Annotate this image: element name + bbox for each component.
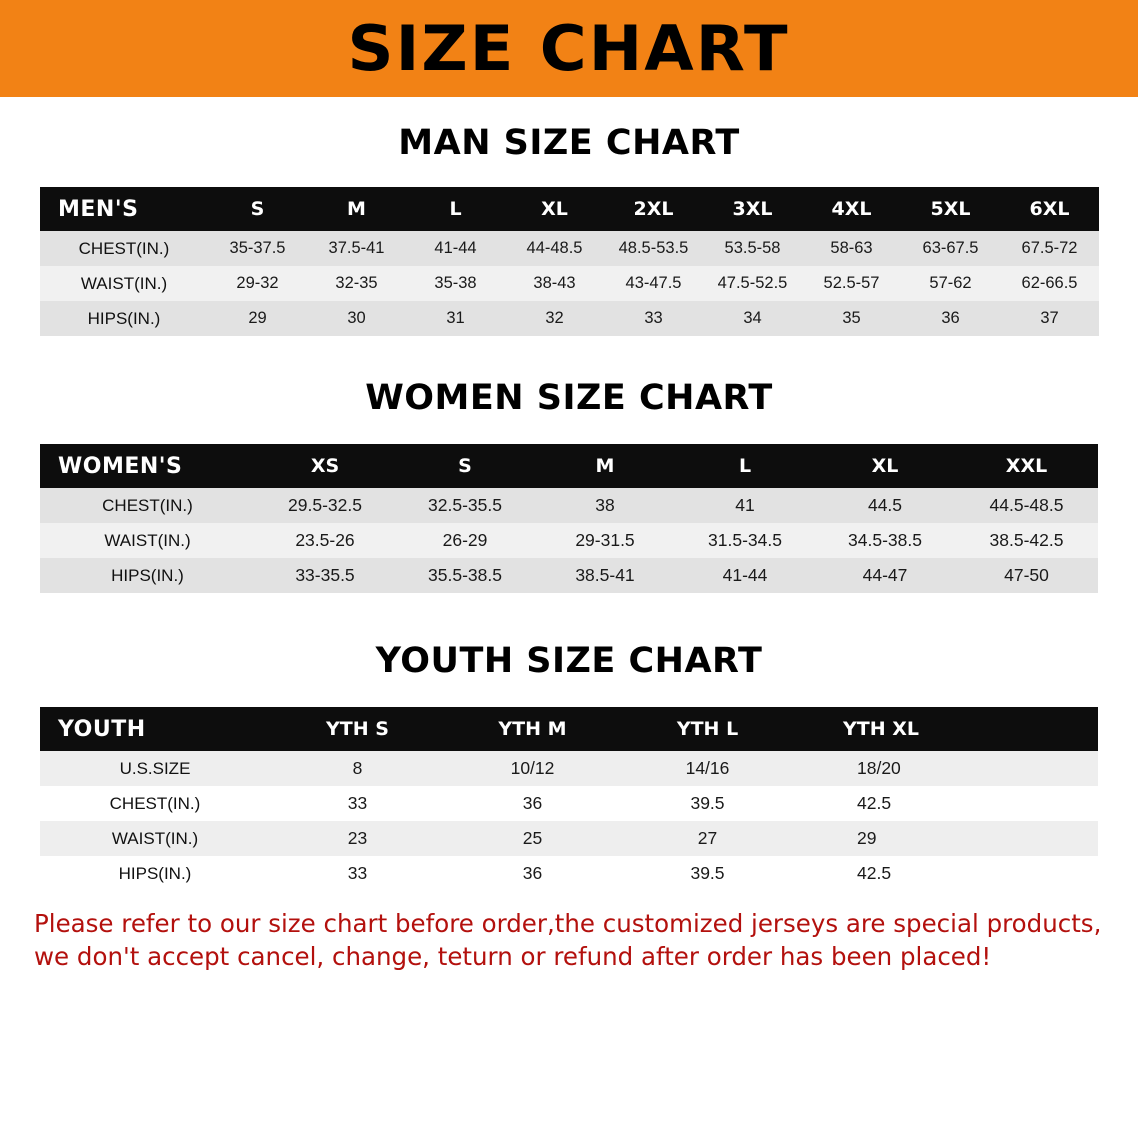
women-header-cell: L	[738, 455, 752, 477]
table-cell: 32.5-35.5	[395, 488, 535, 523]
table-cell: 38	[535, 488, 675, 523]
table-cell: 37.5-41	[307, 231, 406, 266]
table-cell: 29-31.5	[535, 523, 675, 558]
disclaimer-note	[34, 907, 1104, 973]
table-cell: 35-38	[406, 266, 505, 301]
women-header-cell: WOMEN'S	[58, 453, 183, 479]
man-header-cell: 3XL	[732, 198, 773, 220]
row-label: CHEST(IN.)	[40, 786, 270, 821]
table-cell: 14/16	[620, 751, 795, 786]
man-section-title: MAN SIZE CHART	[398, 123, 740, 163]
table-cell: 34	[703, 301, 802, 336]
women-section-title: WOMEN SIZE CHART	[365, 378, 773, 418]
man-size-table	[40, 187, 1099, 336]
man-table-wrap	[40, 187, 1098, 336]
youth-header-cell: YTH S	[326, 718, 389, 740]
table-cell: 35	[802, 301, 901, 336]
man-header-cell: S	[250, 198, 265, 220]
table-cell: 27	[620, 821, 795, 856]
row-label: HIPS(IN.)	[40, 856, 270, 891]
youth-header-row	[40, 707, 1098, 751]
women-header-cell: XS	[310, 455, 340, 477]
women-header-cell: S	[458, 455, 472, 477]
table-row	[40, 301, 1099, 336]
table-cell: 18/20	[795, 751, 1098, 786]
disclaimer-line-1: Please refer to our size chart before order,the customized jerseys are special products,	[34, 909, 1102, 938]
table-cell: 31	[406, 301, 505, 336]
table-cell: 62-66.5	[1000, 266, 1099, 301]
row-label: WAIST(IN.)	[40, 821, 270, 856]
table-cell: 38.5-41	[535, 558, 675, 593]
table-cell: 29	[208, 301, 307, 336]
man-header-cell: MEN'S	[58, 196, 139, 222]
table-cell: 52.5-57	[802, 266, 901, 301]
table-row	[40, 751, 1098, 786]
table-cell: 63-67.5	[901, 231, 1000, 266]
table-row	[40, 523, 1098, 558]
table-row	[40, 488, 1098, 523]
table-cell: 25	[445, 821, 620, 856]
women-header-cell: XXL	[1005, 455, 1048, 477]
header-banner	[0, 0, 1138, 97]
table-cell: 33	[270, 856, 445, 891]
table-cell: 32-35	[307, 266, 406, 301]
table-cell: 41	[675, 488, 815, 523]
women-size-table	[40, 444, 1098, 593]
table-cell: 29	[795, 821, 1098, 856]
women-table-wrap	[40, 444, 1098, 593]
youth-header-cell: YOUTH	[58, 716, 146, 742]
row-label: U.S.SIZE	[40, 751, 270, 786]
man-header-cell: 4XL	[831, 198, 872, 220]
row-label: HIPS(IN.)	[40, 301, 208, 336]
youth-header-cell: YTH XL	[843, 718, 919, 740]
table-cell: 44-48.5	[505, 231, 604, 266]
table-cell: 47.5-52.5	[703, 266, 802, 301]
table-cell: 41-44	[406, 231, 505, 266]
table-cell: 42.5	[795, 856, 1098, 891]
disclaimer-line-2: we don't accept cancel, change, teturn or refund after order has been placed!	[34, 942, 992, 972]
youth-section-title: YOUTH SIZE CHART	[375, 641, 763, 681]
table-row	[40, 231, 1099, 266]
women-header-cell: XL	[871, 455, 899, 477]
table-cell: 67.5-72	[1000, 231, 1099, 266]
table-cell: 38.5-42.5	[955, 523, 1098, 558]
table-cell: 57-62	[901, 266, 1000, 301]
table-cell: 38-43	[505, 266, 604, 301]
table-cell: 36	[445, 786, 620, 821]
table-cell: 31.5-34.5	[675, 523, 815, 558]
table-cell: 39.5	[620, 786, 795, 821]
table-cell: 41-44	[675, 558, 815, 593]
man-header-cell: 2XL	[633, 198, 674, 220]
table-cell: 34.5-38.5	[815, 523, 955, 558]
table-cell: 43-47.5	[604, 266, 703, 301]
table-cell: 30	[307, 301, 406, 336]
row-label: WAIST(IN.)	[40, 523, 255, 558]
women-header-row	[40, 444, 1098, 488]
table-cell: 48.5-53.5	[604, 231, 703, 266]
table-cell: 44-47	[815, 558, 955, 593]
women-header-cell: M	[595, 455, 615, 477]
youth-table-wrap	[40, 707, 1098, 891]
table-cell: 35-37.5	[208, 231, 307, 266]
table-row	[40, 821, 1098, 856]
row-label: WAIST(IN.)	[40, 266, 208, 301]
row-label: CHEST(IN.)	[40, 231, 208, 266]
table-cell: 29-32	[208, 266, 307, 301]
man-header-cell: M	[347, 198, 366, 220]
man-header-cell: L	[449, 198, 462, 220]
table-cell: 58-63	[802, 231, 901, 266]
youth-size-table	[40, 707, 1098, 891]
table-cell: 44.5	[815, 488, 955, 523]
man-header-cell: 6XL	[1029, 198, 1070, 220]
table-cell: 44.5-48.5	[955, 488, 1098, 523]
table-cell: 39.5	[620, 856, 795, 891]
table-row	[40, 856, 1098, 891]
table-cell: 35.5-38.5	[395, 558, 535, 593]
table-cell: 10/12	[445, 751, 620, 786]
table-cell: 36	[901, 301, 1000, 336]
table-cell: 37	[1000, 301, 1099, 336]
row-label: CHEST(IN.)	[40, 488, 255, 523]
table-cell: 26-29	[395, 523, 535, 558]
table-cell: 32	[505, 301, 604, 336]
table-cell: 47-50	[955, 558, 1098, 593]
table-cell: 29.5-32.5	[255, 488, 395, 523]
row-label: HIPS(IN.)	[40, 558, 255, 593]
table-cell: 8	[270, 751, 445, 786]
youth-header-cell: YTH L	[676, 718, 739, 740]
table-cell: 23.5-26	[255, 523, 395, 558]
man-header-cell: XL	[541, 198, 568, 220]
table-row	[40, 558, 1098, 593]
table-cell: 53.5-58	[703, 231, 802, 266]
table-cell: 23	[270, 821, 445, 856]
table-cell: 42.5	[795, 786, 1098, 821]
table-cell: 33	[270, 786, 445, 821]
table-cell: 33	[604, 301, 703, 336]
man-header-row	[40, 187, 1099, 231]
page-title: SIZE CHART	[347, 11, 791, 85]
man-header-cell: 5XL	[930, 198, 971, 220]
table-row	[40, 786, 1098, 821]
table-cell: 36	[445, 856, 620, 891]
youth-header-cell: YTH M	[498, 718, 567, 740]
table-cell: 33-35.5	[255, 558, 395, 593]
table-row	[40, 266, 1099, 301]
